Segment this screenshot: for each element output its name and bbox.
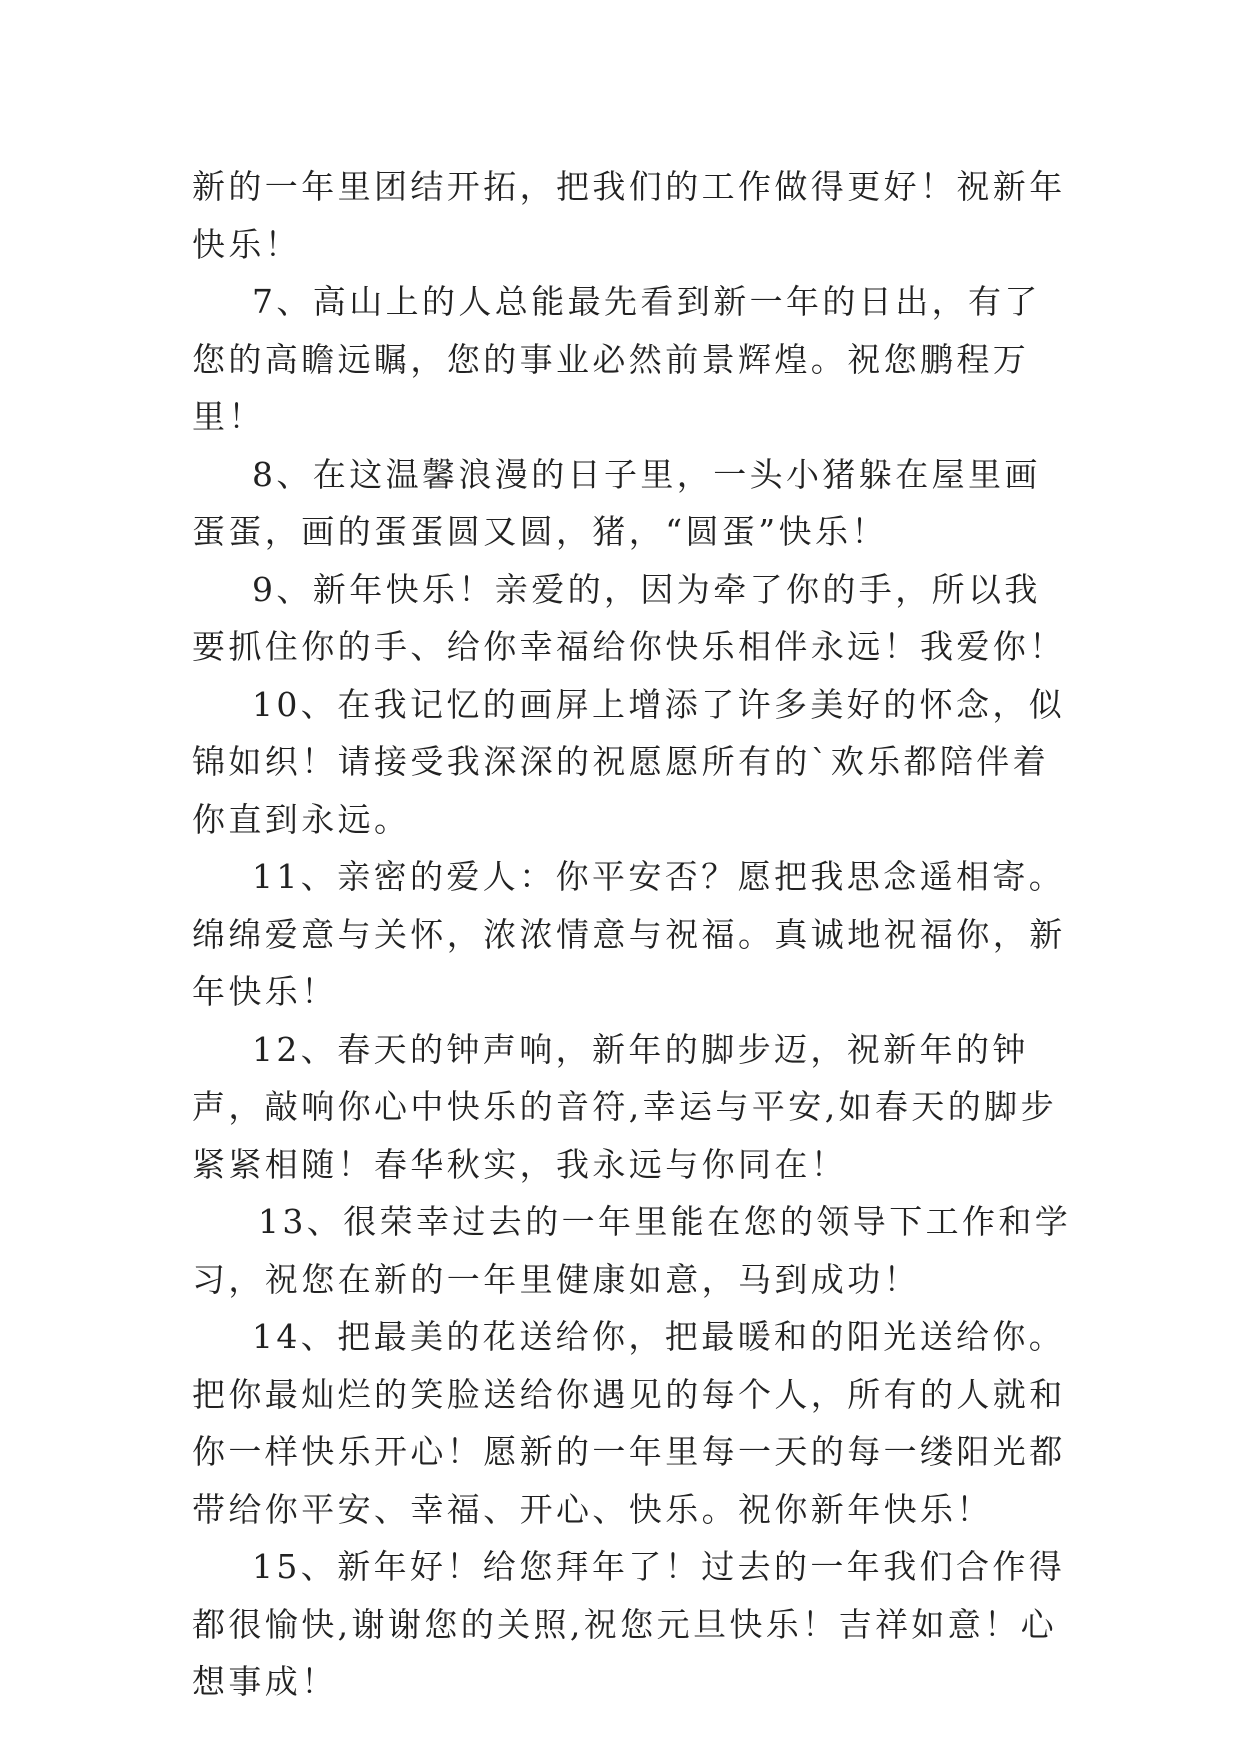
paragraph-13: 13、很荣幸过去的一年里能在您的领导下工作和学习，祝您在新的一年里健康如意，马到成功！	[192, 1202, 1072, 1299]
paragraph-10: 10、在我记忆的画屏上增添了许多美好的怀念，似锦如织！请接受我深深的祝愿愿所有的`欢乐都陪伴着你直到永远。	[192, 684, 1066, 839]
paragraph-8: 8、在这温馨浪漫的日子里，一头小猪躲在屋里画蛋蛋，画的蛋蛋圆又圆，猪，“圆蛋”快乐！	[192, 454, 1041, 551]
paragraph-11: 11、亲密的爱人：你平安否？愿把我思念遥相寄。绵绵爱意与关怀，浓浓情意与祝福。真诚地祝福你，新年快乐！	[192, 857, 1066, 1011]
paragraph-continued: 新的一年里团结开拓，把我们的工作做得更好！祝新年快乐！	[192, 167, 1066, 264]
paragraph-12: 12、春天的钟声响，新年的脚步迈，祝新年的钟声，敲响你心中快乐的音符,幸运与平安,如春天的脚步紧紧相随！春华秋实，我永远与你同在！	[192, 1029, 1057, 1184]
document-body	[192, 158, 1072, 1711]
paragraph-9: 9、新年快乐！亲爱的，因为牵了你的手，所以我要抓住你的手、给你幸福给你快乐相伴永远！我爱你！	[192, 569, 1066, 666]
paragraph-15: 15、新年好！给您拜年了！过去的一年我们合作得都很愉快,谢谢您的关照,祝您元旦快乐！吉祥如意！心想事成！	[192, 1547, 1066, 1701]
paragraph-14: 14、把最美的花送给你，把最暖和的阳光送给你。把你最灿烂的笑脸送给你遇见的每个人，所有的人就和你一样快乐开心！愿新的一年里每一天的每一缕阳光都带给你平安、幸福、开心、快乐。祝你新年快乐！	[192, 1317, 1066, 1529]
paragraph-7: 7、高山上的人总能最先看到新一年的日出，有了您的高瞻远瞩，您的事业必然前景辉煌。祝您鹏程万里！	[192, 282, 1041, 436]
